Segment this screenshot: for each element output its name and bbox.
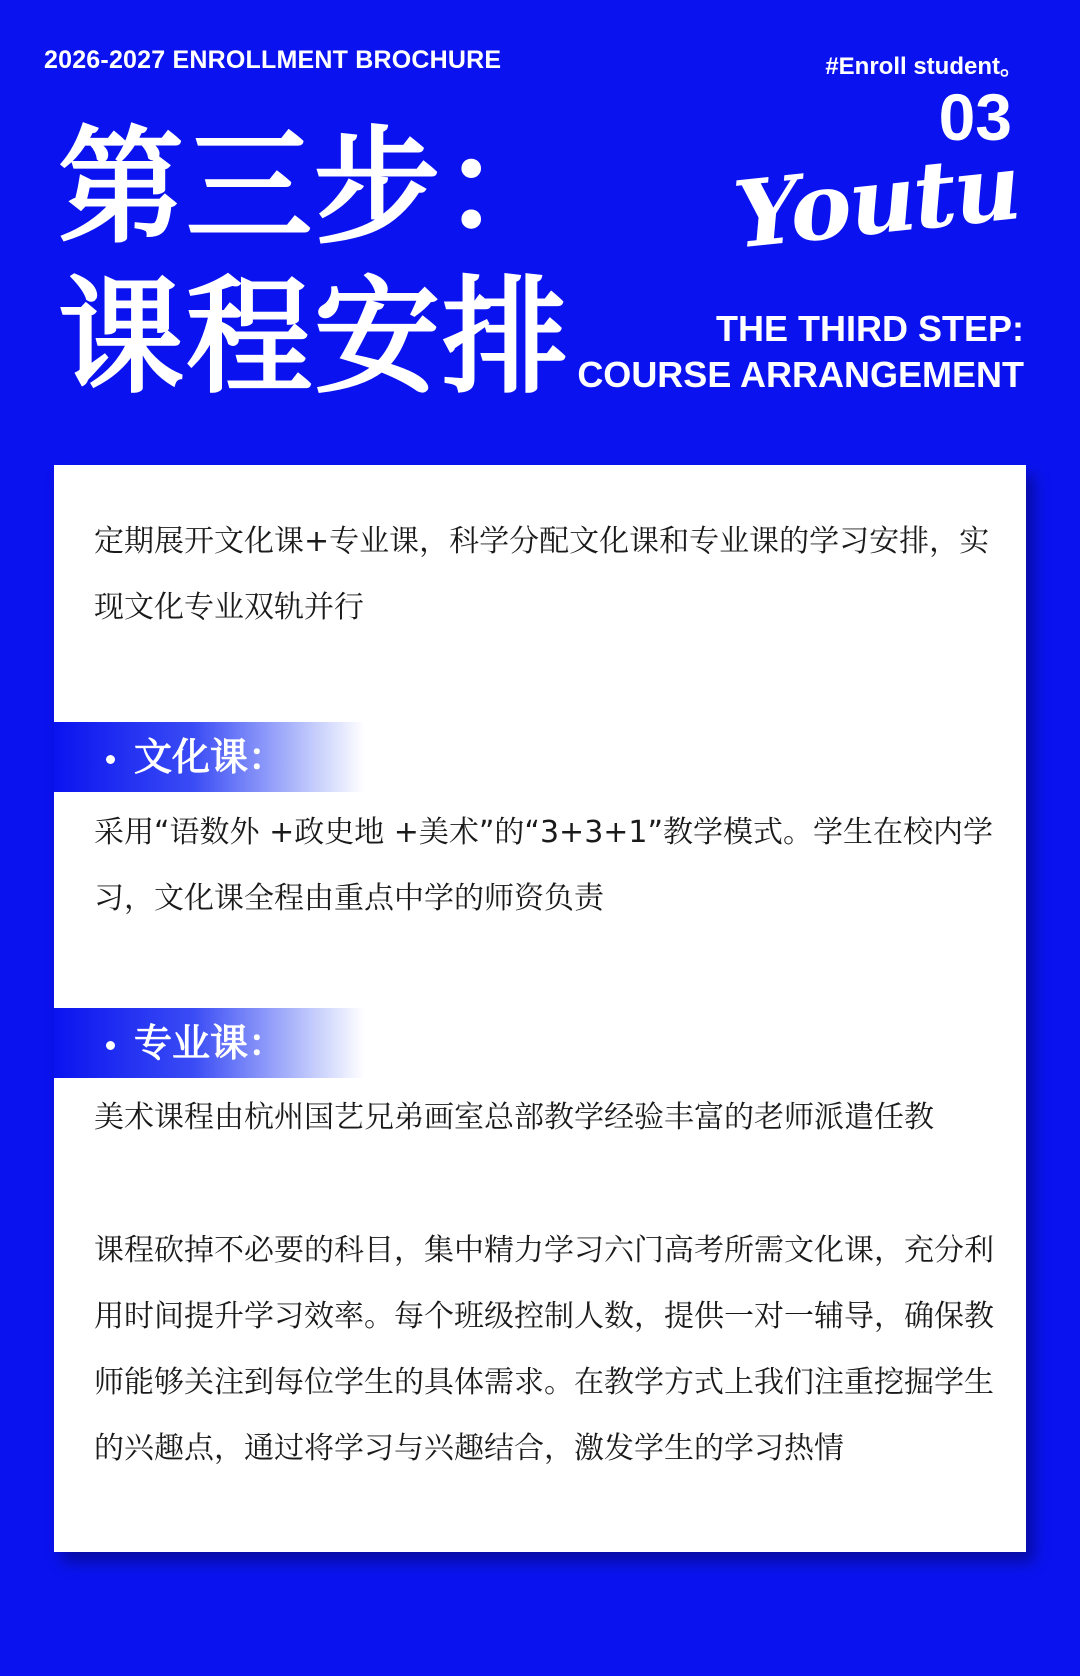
english-title-line-1: THE THIRD STEP: [715, 308, 1024, 349]
major-heading-label: 专业课： [134, 1021, 287, 1065]
major-paragraph: 美术课程由杭州国艺兄弟画室总部教学经验丰富的老师派遣任教 [94, 1100, 934, 1135]
english-title [577, 306, 1024, 398]
content-card [54, 465, 1026, 1552]
extra-paragraph: 课程砍掉不必要的科目，集中精力学习六门高考所需文化课，充分利用时间提升学习效率。每个班级控制人数，提供一对一辅导，确保教师能够关注到每位学生的具体需求。在教学方式上我们注重挖掘学生的兴趣点，通过将学习与兴趣结合，激发学生的学习热情 [94, 1233, 994, 1466]
step-number: 03 [938, 80, 1012, 154]
major-course-heading [54, 1008, 364, 1078]
culture-heading-label: 文化课： [134, 735, 287, 779]
english-title-line-2: COURSE ARRANGEMENT [577, 354, 1024, 395]
intro-paragraph: 定期展开文化课+专业课，科学分配文化课和专业课的学习安排，实现文化专业双轨并行 [94, 524, 990, 625]
culture-paragraph: 采用“语数外 +政史地 +美术”的“3+3+1”教学模式。学生在校内学习，文化课全程由重点中学的师资负责 [94, 815, 994, 916]
brand-script-logo: Youtu [728, 132, 1024, 270]
page-title-line-1: 第三步： [58, 114, 570, 261]
bullet-dot-icon [106, 1041, 115, 1050]
page-title-line-2: 课程安排 [58, 264, 570, 411]
bullet-dot-icon [106, 755, 115, 764]
brochure-label: 2026-2027 ENROLLMENT BROCHURE [44, 46, 502, 74]
hashtag-label: #Enroll student。 [825, 53, 1024, 80]
culture-course-heading [54, 722, 364, 792]
